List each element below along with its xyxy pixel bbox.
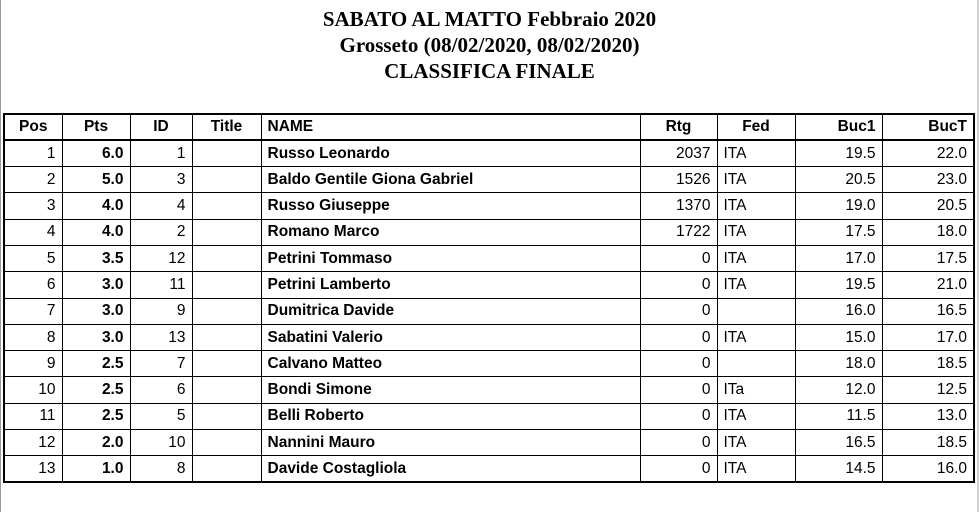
cell-buct: 16.0 bbox=[882, 456, 974, 482]
cell-buc1: 20.5 bbox=[795, 167, 882, 193]
cell-rtg: 0 bbox=[640, 324, 717, 350]
cell-rtg: 2037 bbox=[640, 140, 717, 166]
table-row[interactable] bbox=[4, 324, 974, 350]
cell-pts: 3.5 bbox=[62, 245, 130, 271]
cell-rtg: 0 bbox=[640, 456, 717, 482]
cell-rtg: 0 bbox=[640, 430, 717, 456]
column-header-buct[interactable]: BucT bbox=[882, 114, 974, 140]
column-header-buc1[interactable]: Buc1 bbox=[795, 114, 882, 140]
cell-id: 13 bbox=[130, 324, 192, 350]
tournament-location-dates: Grosseto (08/02/2020, 08/02/2020) bbox=[339, 33, 640, 57]
cell-buc1: 14.5 bbox=[795, 456, 882, 482]
cell-id: 11 bbox=[130, 272, 192, 298]
cell-pts: 4.0 bbox=[62, 193, 130, 219]
cell-name: Petrini Lamberto bbox=[261, 272, 640, 298]
cell-rtg: 1722 bbox=[640, 219, 717, 245]
cell-title bbox=[192, 351, 261, 377]
cell-pts: 6.0 bbox=[62, 140, 130, 166]
cell-pos: 9 bbox=[4, 351, 62, 377]
cell-name: Baldo Gentile Giona Gabriel bbox=[261, 167, 640, 193]
cell-id: 2 bbox=[130, 219, 192, 245]
cell-id: 1 bbox=[130, 140, 192, 166]
cell-pts: 1.0 bbox=[62, 456, 130, 482]
cell-fed: ITA bbox=[717, 324, 795, 350]
cell-name: Nannini Mauro bbox=[261, 430, 640, 456]
table-row[interactable] bbox=[4, 377, 974, 403]
table-row[interactable] bbox=[4, 245, 974, 271]
cell-fed: ITA bbox=[717, 272, 795, 298]
cell-fed: ITA bbox=[717, 403, 795, 429]
cell-buct: 20.5 bbox=[882, 193, 974, 219]
cell-buct: 13.0 bbox=[882, 403, 974, 429]
cell-id: 7 bbox=[130, 351, 192, 377]
column-header-id[interactable]: ID bbox=[130, 114, 192, 140]
cell-id: 10 bbox=[130, 430, 192, 456]
cell-buct: 16.5 bbox=[882, 298, 974, 324]
cell-pos: 7 bbox=[4, 298, 62, 324]
cell-fed: ITA bbox=[717, 219, 795, 245]
cell-name: Russo Giuseppe bbox=[261, 193, 640, 219]
cell-name: Belli Roberto bbox=[261, 403, 640, 429]
cell-pos: 10 bbox=[4, 377, 62, 403]
cell-buct: 12.5 bbox=[882, 377, 974, 403]
table-header-row bbox=[4, 114, 974, 140]
cell-buct: 17.5 bbox=[882, 245, 974, 271]
cell-buc1: 15.0 bbox=[795, 324, 882, 350]
cell-rtg: 0 bbox=[640, 351, 717, 377]
cell-fed: ITA bbox=[717, 140, 795, 166]
cell-id: 12 bbox=[130, 245, 192, 271]
cell-id: 9 bbox=[130, 298, 192, 324]
column-header-pts[interactable]: Pts bbox=[62, 114, 130, 140]
cell-buc1: 11.5 bbox=[795, 403, 882, 429]
cell-pts: 3.0 bbox=[62, 272, 130, 298]
cell-buc1: 19.5 bbox=[795, 140, 882, 166]
cell-pts: 2.5 bbox=[62, 403, 130, 429]
table-row[interactable] bbox=[4, 140, 974, 166]
cell-buct: 17.0 bbox=[882, 324, 974, 350]
cell-buc1: 16.0 bbox=[795, 298, 882, 324]
column-header-title[interactable]: Title bbox=[192, 114, 261, 140]
cell-title bbox=[192, 456, 261, 482]
cell-id: 8 bbox=[130, 456, 192, 482]
cell-buct: 18.5 bbox=[882, 430, 974, 456]
cell-pos: 13 bbox=[4, 456, 62, 482]
cell-title bbox=[192, 167, 261, 193]
cell-title bbox=[192, 140, 261, 166]
cell-name: Petrini Tommaso bbox=[261, 245, 640, 271]
cell-title bbox=[192, 377, 261, 403]
cell-id: 5 bbox=[130, 403, 192, 429]
cell-buct: 22.0 bbox=[882, 140, 974, 166]
cell-fed: ITA bbox=[717, 245, 795, 271]
cell-rtg: 1370 bbox=[640, 193, 717, 219]
column-header-fed[interactable]: Fed bbox=[717, 114, 795, 140]
cell-title bbox=[192, 298, 261, 324]
cell-buc1: 18.0 bbox=[795, 351, 882, 377]
cell-title bbox=[192, 430, 261, 456]
cell-title bbox=[192, 193, 261, 219]
cell-pts: 4.0 bbox=[62, 219, 130, 245]
cell-buc1: 12.0 bbox=[795, 377, 882, 403]
cell-rtg: 0 bbox=[640, 377, 717, 403]
cell-buc1: 16.5 bbox=[795, 430, 882, 456]
cell-name: Romano Marco bbox=[261, 219, 640, 245]
cell-id: 4 bbox=[130, 193, 192, 219]
cell-buc1: 19.0 bbox=[795, 193, 882, 219]
table-row[interactable] bbox=[4, 403, 974, 429]
cell-pos: 11 bbox=[4, 403, 62, 429]
table-row[interactable] bbox=[4, 298, 974, 324]
cell-name: Bondi Simone bbox=[261, 377, 640, 403]
cell-rtg: 0 bbox=[640, 245, 717, 271]
cell-title bbox=[192, 245, 261, 271]
cell-title bbox=[192, 403, 261, 429]
cell-pos: 2 bbox=[4, 167, 62, 193]
cell-rtg: 0 bbox=[640, 272, 717, 298]
cell-name: Russo Leonardo bbox=[261, 140, 640, 166]
report-title: CLASSIFICA FINALE bbox=[384, 59, 595, 83]
cell-pos: 1 bbox=[4, 140, 62, 166]
cell-fed: ITA bbox=[717, 430, 795, 456]
cell-title bbox=[192, 324, 261, 350]
cell-buct: 23.0 bbox=[882, 167, 974, 193]
table-row[interactable] bbox=[4, 193, 974, 219]
cell-name: Calvano Matteo bbox=[261, 351, 640, 377]
cell-pts: 2.0 bbox=[62, 430, 130, 456]
cell-pts: 5.0 bbox=[62, 167, 130, 193]
cell-buct: 18.5 bbox=[882, 351, 974, 377]
cell-id: 6 bbox=[130, 377, 192, 403]
cell-id: 3 bbox=[130, 167, 192, 193]
cell-title bbox=[192, 219, 261, 245]
cell-name: Davide Costagliola bbox=[261, 456, 640, 482]
column-header-rtg[interactable]: Rtg bbox=[640, 114, 717, 140]
table-row[interactable] bbox=[4, 167, 974, 193]
table-row[interactable] bbox=[4, 272, 974, 298]
table-row[interactable] bbox=[4, 351, 974, 377]
cell-rtg: 0 bbox=[640, 403, 717, 429]
cell-fed bbox=[717, 351, 795, 377]
standings-table bbox=[3, 113, 975, 483]
cell-buct: 18.0 bbox=[882, 219, 974, 245]
cell-buct: 21.0 bbox=[882, 272, 974, 298]
cell-pts: 3.0 bbox=[62, 324, 130, 350]
cell-pos: 6 bbox=[4, 272, 62, 298]
table-row[interactable] bbox=[4, 456, 974, 482]
table-row[interactable] bbox=[4, 219, 974, 245]
cell-rtg: 1526 bbox=[640, 167, 717, 193]
column-header-pos[interactable]: Pos bbox=[4, 114, 62, 140]
cell-title bbox=[192, 272, 261, 298]
cell-pos: 8 bbox=[4, 324, 62, 350]
report-header bbox=[0, 6, 979, 84]
cell-pts: 3.0 bbox=[62, 298, 130, 324]
cell-fed: ITa bbox=[717, 377, 795, 403]
cell-pts: 2.5 bbox=[62, 351, 130, 377]
cell-name: Sabatini Valerio bbox=[261, 324, 640, 350]
cell-buc1: 19.5 bbox=[795, 272, 882, 298]
cell-name: Dumitrica Davide bbox=[261, 298, 640, 324]
cell-fed: ITA bbox=[717, 167, 795, 193]
column-header-name[interactable]: NAME bbox=[261, 114, 640, 140]
cell-pos: 12 bbox=[4, 430, 62, 456]
cell-rtg: 0 bbox=[640, 298, 717, 324]
cell-pts: 2.5 bbox=[62, 377, 130, 403]
cell-pos: 3 bbox=[4, 193, 62, 219]
cell-pos: 4 bbox=[4, 219, 62, 245]
cell-fed: ITA bbox=[717, 456, 795, 482]
cell-fed: ITA bbox=[717, 193, 795, 219]
cell-buc1: 17.5 bbox=[795, 219, 882, 245]
cell-fed bbox=[717, 298, 795, 324]
cell-pos: 5 bbox=[4, 245, 62, 271]
tournament-title: SABATO AL MATTO Febbraio 2020 bbox=[322, 7, 657, 31]
cell-buc1: 17.0 bbox=[795, 245, 882, 271]
table-row[interactable] bbox=[4, 430, 974, 456]
